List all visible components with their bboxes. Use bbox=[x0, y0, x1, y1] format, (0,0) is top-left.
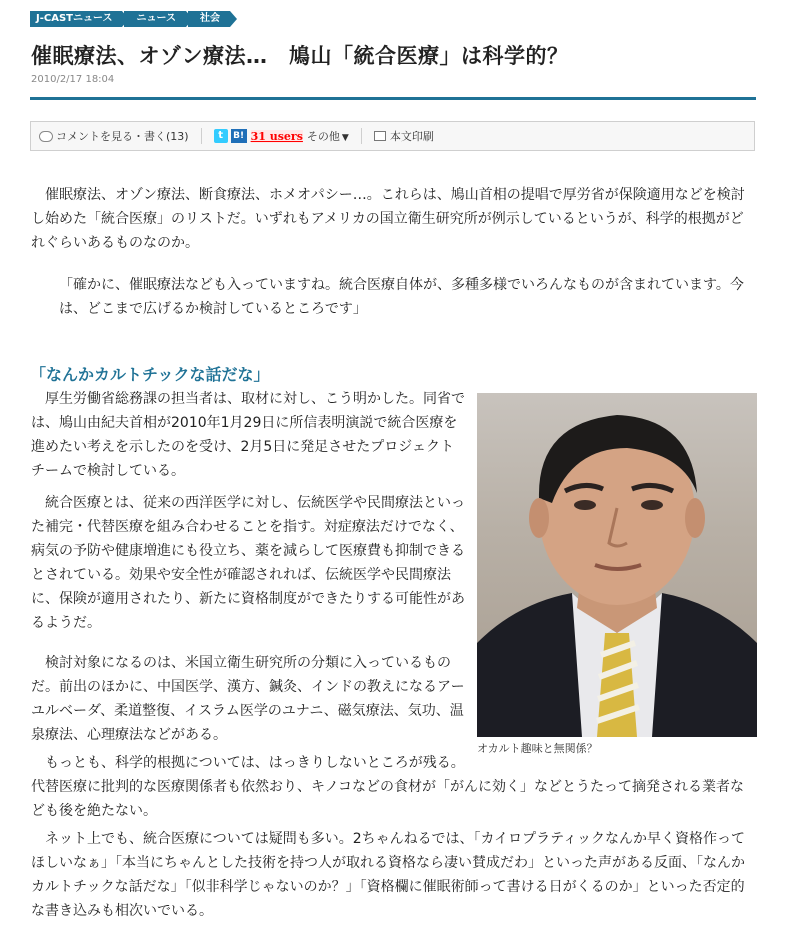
breadcrumb bbox=[30, 11, 232, 27]
printer-icon bbox=[374, 131, 386, 141]
body-paragraph: 厚生労働省総務課の担当者は、取材に対し、こう明かした。同省では、鳩山由紀夫首相が2010年1月29日に所信表明演説で統合医療を進めたい考えを示したのを受け、2月5日に発足させたプロジェクトチームで検討している。 bbox=[31, 391, 465, 479]
breadcrumb-society[interactable]: 社会 bbox=[188, 11, 230, 27]
body-paragraph: ネット上でも、統合医療については疑問も多い。2ちゃんねるでは、「カイロプラティックなんか早く資格作ってほしいなぁ」「本当にちゃんとした技術を持つ人が取れる資格なら凄い賛成だわ」といった声がある反面、「なんかカルトチックな話だな」「似非科学じゃないのか？」「資格欄に催眠術師って書ける日がくるのか」といった否定的な書き込みも相次いでいる。 bbox=[31, 831, 745, 919]
other-share-label: その他 bbox=[306, 130, 340, 143]
article-photo bbox=[477, 393, 757, 737]
article-toolbar bbox=[30, 121, 755, 151]
share-tools bbox=[214, 128, 349, 144]
breadcrumb-news[interactable]: ニュース bbox=[124, 11, 186, 27]
comments-label: コメントを見る・書く(13) bbox=[56, 130, 189, 143]
comments-link[interactable] bbox=[31, 128, 189, 144]
hatena-bookmark-icon[interactable]: B! bbox=[231, 129, 247, 143]
lead-paragraph: 催眠療法、オゾン療法、断食療法、ホメオパシー…。これらは、鳩山首相の提唱で厚労省が保険適用などを検討し始めた「統合医療」のリストだ。いずれもアメリカの国立衛生研究所が例示しているというが、科学的根拠がどれぐらいあるものなのか。 bbox=[31, 187, 745, 251]
body-paragraph: 統合医療とは、従来の西洋医学に対し、伝統医学や民間療法といった補完・代替医療を組み合わせることを指す。対症療法だけでなく、病気の予防や健康増進にも役立ち、薬を減らして医療費も抑制できるとされている。効果や安全性が確認されれば、伝統医学や民間療法に、保険が適用されたり、新たに資格制度ができたりする可能性があるようだ。 bbox=[31, 495, 465, 631]
print-label: 本文印刷 bbox=[389, 130, 434, 143]
section-heading: 「なんかカルトチックな話だな」 bbox=[30, 365, 270, 384]
caret-down-icon: ▼ bbox=[341, 133, 349, 143]
quote-paragraph: 「確かに、催眠療法なども入っていますね。統合医療自体が、多種多様でいろんなものが含まれています。今は、どこまで広げるか検討しているところです」 bbox=[59, 277, 744, 317]
print-link[interactable] bbox=[374, 128, 434, 144]
photo-caption: オカルト趣味と無関係？ bbox=[477, 742, 598, 755]
body-paragraph: 検討対象になるのは、米国立衛生研究所の分類に入っているものだ。前出のほかに、中国医学、漢方、鍼灸、インドの教えになるアーユルベーダ、柔道整復、イスラム医学のユナニ、磁気療法、気功、温泉療法、心理療法などがある。 bbox=[31, 655, 465, 743]
toolbar-divider bbox=[361, 128, 362, 144]
twitter-icon[interactable]: t bbox=[214, 129, 228, 143]
title-rule bbox=[30, 97, 756, 100]
article-date: 2010/2/17 18:04 bbox=[31, 74, 115, 85]
bookmark-users-link[interactable]: 31 users bbox=[250, 129, 303, 143]
article-title: 催眠療法、オゾン療法… 鳩山「統合医療」は科学的？ bbox=[31, 44, 569, 68]
body-paragraph: 代替医療に批判的な医療関係者も依然おり、キノコなどの食材が「がんに効く」などとうたって摘発される業者なども後を絶たない。 bbox=[31, 779, 745, 819]
body-paragraph: もっとも、科学的根拠については、はっきりしないところが残る。 bbox=[45, 755, 465, 771]
breadcrumb-jcast-news[interactable]: J-CASTニュース bbox=[30, 11, 122, 27]
toolbar-divider bbox=[201, 128, 202, 144]
other-share-dropdown[interactable] bbox=[307, 128, 349, 144]
comment-icon bbox=[39, 131, 53, 142]
portrait-illustration bbox=[477, 393, 757, 737]
